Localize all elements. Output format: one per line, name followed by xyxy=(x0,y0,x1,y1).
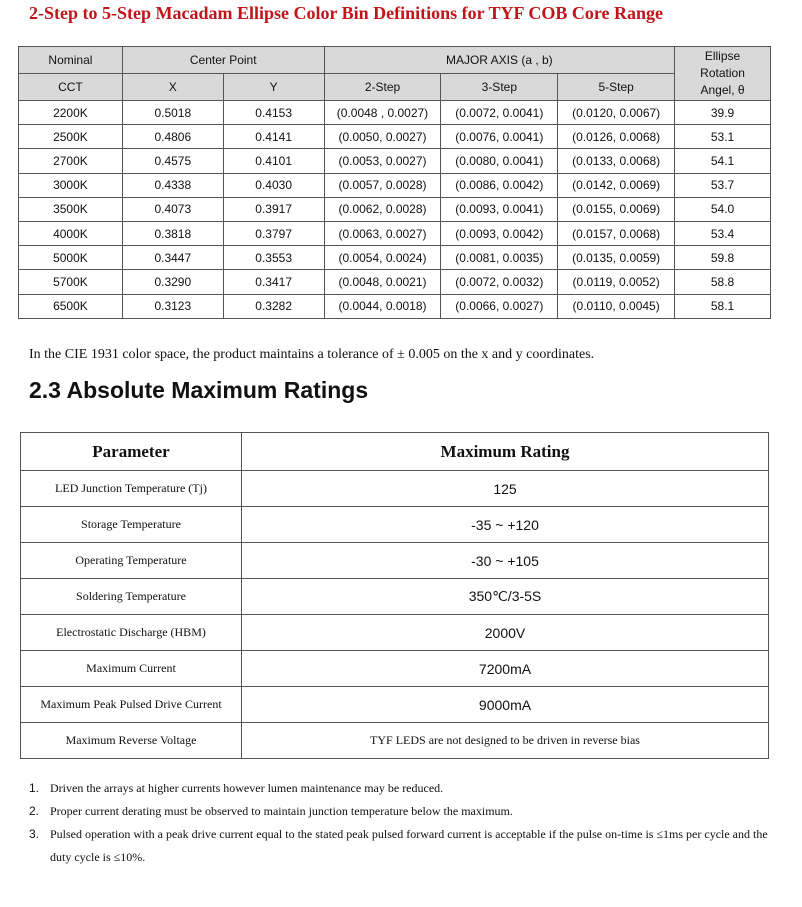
cell-angle: 58.8 xyxy=(675,270,771,294)
cell-cct: 5700K xyxy=(19,270,123,294)
header-y: Y xyxy=(223,74,324,101)
rating-cell: TYF LEDS are not designed to be driven in reverse bias xyxy=(242,723,769,759)
cell-cct: 2200K xyxy=(19,101,123,125)
cell-s2: (0.0053, 0.0027) xyxy=(324,149,441,173)
table-row xyxy=(21,471,769,507)
cell-s2: (0.0048 , 0.0027) xyxy=(324,101,441,125)
rating-cell: 2000V xyxy=(242,615,769,651)
cell-s3: (0.0072, 0.0041) xyxy=(441,101,558,125)
parameter-cell: Storage Temperature xyxy=(21,507,242,543)
table-row xyxy=(19,221,771,245)
table-row xyxy=(19,125,771,149)
header-3step: 3-Step xyxy=(441,74,558,101)
cell-s3: (0.0081, 0.0035) xyxy=(441,246,558,270)
cell-cct: 2700K xyxy=(19,149,123,173)
cell-s5: (0.0157, 0.0068) xyxy=(558,221,675,245)
cell-s5: (0.0119, 0.0052) xyxy=(558,270,675,294)
table-row xyxy=(21,579,769,615)
header-maximum-rating: Maximum Rating xyxy=(242,433,769,471)
cell-y: 0.4153 xyxy=(223,101,324,125)
header-angel: Angel, θ xyxy=(700,83,745,97)
header-rotation: Rotation xyxy=(700,66,745,80)
cell-s5: (0.0155, 0.0069) xyxy=(558,197,675,221)
cell-s2: (0.0057, 0.0028) xyxy=(324,173,441,197)
list-item xyxy=(29,800,769,823)
cell-angle: 53.7 xyxy=(675,173,771,197)
header-center-point: Center Point xyxy=(122,47,324,74)
table-row xyxy=(19,270,771,294)
header-x: X xyxy=(122,74,223,101)
cell-cct: 4000K xyxy=(19,221,123,245)
list-item xyxy=(29,823,769,869)
header-nominal: Nominal xyxy=(19,47,123,74)
footnotes-list xyxy=(29,777,769,869)
rating-cell: 9000mA xyxy=(242,687,769,723)
parameter-cell: Electrostatic Discharge (HBM) xyxy=(21,615,242,651)
cell-s3: (0.0086, 0.0042) xyxy=(441,173,558,197)
tolerance-note: In the CIE 1931 color space, the product maintains a tolerance of ± 0.005 on the x and y coordinates. xyxy=(29,347,595,362)
parameter-cell: Operating Temperature xyxy=(21,543,242,579)
cell-x: 0.3290 xyxy=(122,270,223,294)
list-item xyxy=(29,777,769,800)
cell-y: 0.3417 xyxy=(223,270,324,294)
cell-x: 0.3123 xyxy=(122,294,223,318)
cell-angle: 53.4 xyxy=(675,221,771,245)
header-ellipse-rotation xyxy=(675,47,771,101)
rating-cell: 350℃/3-5S xyxy=(242,579,769,615)
rating-cell: 7200mA xyxy=(242,651,769,687)
cell-s3: (0.0080, 0.0041) xyxy=(441,149,558,173)
cell-cct: 2500K xyxy=(19,125,123,149)
table-row xyxy=(19,197,771,221)
table-row xyxy=(21,507,769,543)
cell-s5: (0.0135, 0.0059) xyxy=(558,246,675,270)
section-heading: 2.3 Absolute Maximum Ratings xyxy=(29,377,369,403)
parameter-cell: Maximum Reverse Voltage xyxy=(21,723,242,759)
cell-s3: (0.0066, 0.0027) xyxy=(441,294,558,318)
cell-s2: (0.0050, 0.0027) xyxy=(324,125,441,149)
cell-angle: 39.9 xyxy=(675,101,771,125)
cell-s5: (0.0120, 0.0067) xyxy=(558,101,675,125)
cell-y: 0.4141 xyxy=(223,125,324,149)
rating-cell: -30 ~ +105 xyxy=(242,543,769,579)
cell-s3: (0.0093, 0.0041) xyxy=(441,197,558,221)
cell-x: 0.3447 xyxy=(122,246,223,270)
note-text: Driven the arrays at higher currents however lumen maintenance may be reduced. xyxy=(50,781,444,795)
cell-s2: (0.0062, 0.0028) xyxy=(324,197,441,221)
cell-y: 0.3917 xyxy=(223,197,324,221)
cell-s2: (0.0054, 0.0024) xyxy=(324,246,441,270)
cell-angle: 58.1 xyxy=(675,294,771,318)
cell-s3: (0.0076, 0.0041) xyxy=(441,125,558,149)
cell-s5: (0.0126, 0.0068) xyxy=(558,125,675,149)
cell-cct: 5000K xyxy=(19,246,123,270)
cell-angle: 54.1 xyxy=(675,149,771,173)
rating-cell: -35 ~ +120 xyxy=(242,507,769,543)
cell-s2: (0.0063, 0.0027) xyxy=(324,221,441,245)
cell-x: 0.3818 xyxy=(122,221,223,245)
color-bin-table xyxy=(18,46,771,319)
cell-y: 0.4030 xyxy=(223,173,324,197)
cell-cct: 3000K xyxy=(19,173,123,197)
parameter-cell: LED Junction Temperature (Tj) xyxy=(21,471,242,507)
cell-x: 0.4338 xyxy=(122,173,223,197)
parameter-cell: Maximum Current xyxy=(21,651,242,687)
table-row xyxy=(19,101,771,125)
note-number: 1. xyxy=(29,781,40,795)
max-ratings-table xyxy=(20,432,769,759)
cell-s2: (0.0048, 0.0021) xyxy=(324,270,441,294)
note-number: 3. xyxy=(29,827,40,841)
table-row xyxy=(21,723,769,759)
cell-x: 0.5018 xyxy=(122,101,223,125)
header-ellipse: Ellipse xyxy=(704,49,741,63)
header-parameter: Parameter xyxy=(21,433,242,471)
cell-y: 0.3282 xyxy=(223,294,324,318)
header-2step: 2-Step xyxy=(324,74,441,101)
cell-s5: (0.0133, 0.0068) xyxy=(558,149,675,173)
cell-s3: (0.0072, 0.0032) xyxy=(441,270,558,294)
header-cct: CCT xyxy=(19,74,123,101)
note-text: Proper current derating must be observed to maintain junction temperature below the maximum. xyxy=(50,804,513,818)
cell-x: 0.4073 xyxy=(122,197,223,221)
table-row xyxy=(19,173,771,197)
cell-s2: (0.0044, 0.0018) xyxy=(324,294,441,318)
header-major-axis: MAJOR AXIS (a , b) xyxy=(324,47,674,74)
cell-cct: 3500K xyxy=(19,197,123,221)
parameter-cell: Soldering Temperature xyxy=(21,579,242,615)
table-row xyxy=(21,687,769,723)
parameter-cell: Maximum Peak Pulsed Drive Current xyxy=(21,687,242,723)
note-text: Pulsed operation with a peak drive current equal to the stated peak pulsed forward current is acceptable if the pulse on-time is ≤1ms per cycle and the duty cycle is ≤10%. xyxy=(50,827,768,864)
table-row xyxy=(19,246,771,270)
header-5step: 5-Step xyxy=(558,74,675,101)
table-row xyxy=(21,651,769,687)
cell-s5: (0.0110, 0.0045) xyxy=(558,294,675,318)
cell-s3: (0.0093, 0.0042) xyxy=(441,221,558,245)
table-row xyxy=(19,294,771,318)
cell-s5: (0.0142, 0.0069) xyxy=(558,173,675,197)
cell-cct: 6500K xyxy=(19,294,123,318)
note-number: 2. xyxy=(29,804,40,818)
table-row xyxy=(21,543,769,579)
cell-angle: 59.8 xyxy=(675,246,771,270)
cell-x: 0.4575 xyxy=(122,149,223,173)
cell-x: 0.4806 xyxy=(122,125,223,149)
cell-y: 0.3797 xyxy=(223,221,324,245)
table-row xyxy=(19,149,771,173)
table-row xyxy=(21,615,769,651)
cell-angle: 53.1 xyxy=(675,125,771,149)
cell-y: 0.3553 xyxy=(223,246,324,270)
rating-cell: 125 xyxy=(242,471,769,507)
page-title: 2-Step to 5-Step Macadam Ellipse Color Bin Definitions for TYF COB Core Range xyxy=(29,3,663,23)
cell-y: 0.4101 xyxy=(223,149,324,173)
cell-angle: 54.0 xyxy=(675,197,771,221)
